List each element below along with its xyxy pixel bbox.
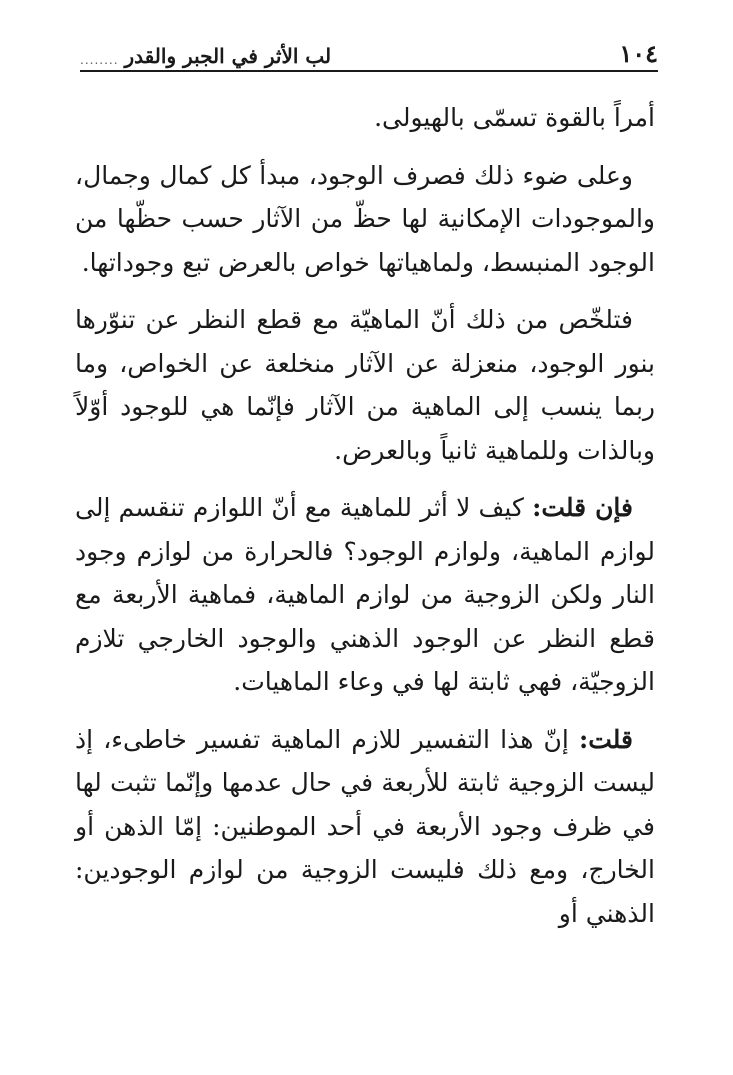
paragraph [75,154,655,285]
paragraph-text: أمراً بالقوة تسمّى بالهيولى. [374,103,655,132]
paragraph-text: وعلى ضوء ذلك فصرف الوجود، مبدأ كل كمال وجمال، والموجودات الإمكانية لها حظّ من الآثار حسب حظّها من الوجود المنبسط، ولماهياتها خواص بالعرض تبع وجوداتها. [75,160,655,277]
running-title: لب الأثر في الجبر والقدر [124,44,332,68]
paragraph-lead: قلت: [578,724,633,754]
paragraph [75,298,655,472]
paragraph [75,486,655,704]
paragraph-text: كيف لا أثر للماهية مع أنّ اللوازم تنقسم إلى لوازم الماهية، ولوازم الوجود؟ فالحرارة من لوازم وجود النار ولكن الزوجية من لوازم الماهية، فماهية الأربعة مع قطع النظر عن الوجود الذهني والوجود الخارجي تلازم الزوجيّة، فهي ثابتة لها في وعاء الماهيات. [75,493,655,696]
body-text [75,96,655,949]
paragraph-text: فتلخّص من ذلك أنّ الماهيّة مع قطع النظر عن تنوّرها بنور الوجود، منعزلة عن الآثار منخلعة عن الخواص، وما ربما ينسب إلى الماهية من الآثار فإنّما هي للوجود أوّلاً وبالذات وللماهية ثانياً وبالعرض. [75,305,655,465]
paragraph [75,718,655,936]
leader-dots: ........ [80,53,119,67]
page-number: ١٠٤ [619,39,658,68]
paragraph-text: إنّ هذا التفسير للازم الماهية تفسير خاطىء، إذ ليست الزوجية ثابتة للأربعة في حال عدمها وإنّما تثبت لها في ظرف وجود الأربعة في أحد الموطنين: إمّا الذهن أو الخارج، ومع ذلك فليست الزوجية من لوازم الوجودين: الذهني أو [75,724,655,928]
page-header [80,30,658,72]
paragraph-lead: فإن قلت: [532,493,634,522]
running-title-group [80,46,331,66]
paragraph [75,96,655,140]
